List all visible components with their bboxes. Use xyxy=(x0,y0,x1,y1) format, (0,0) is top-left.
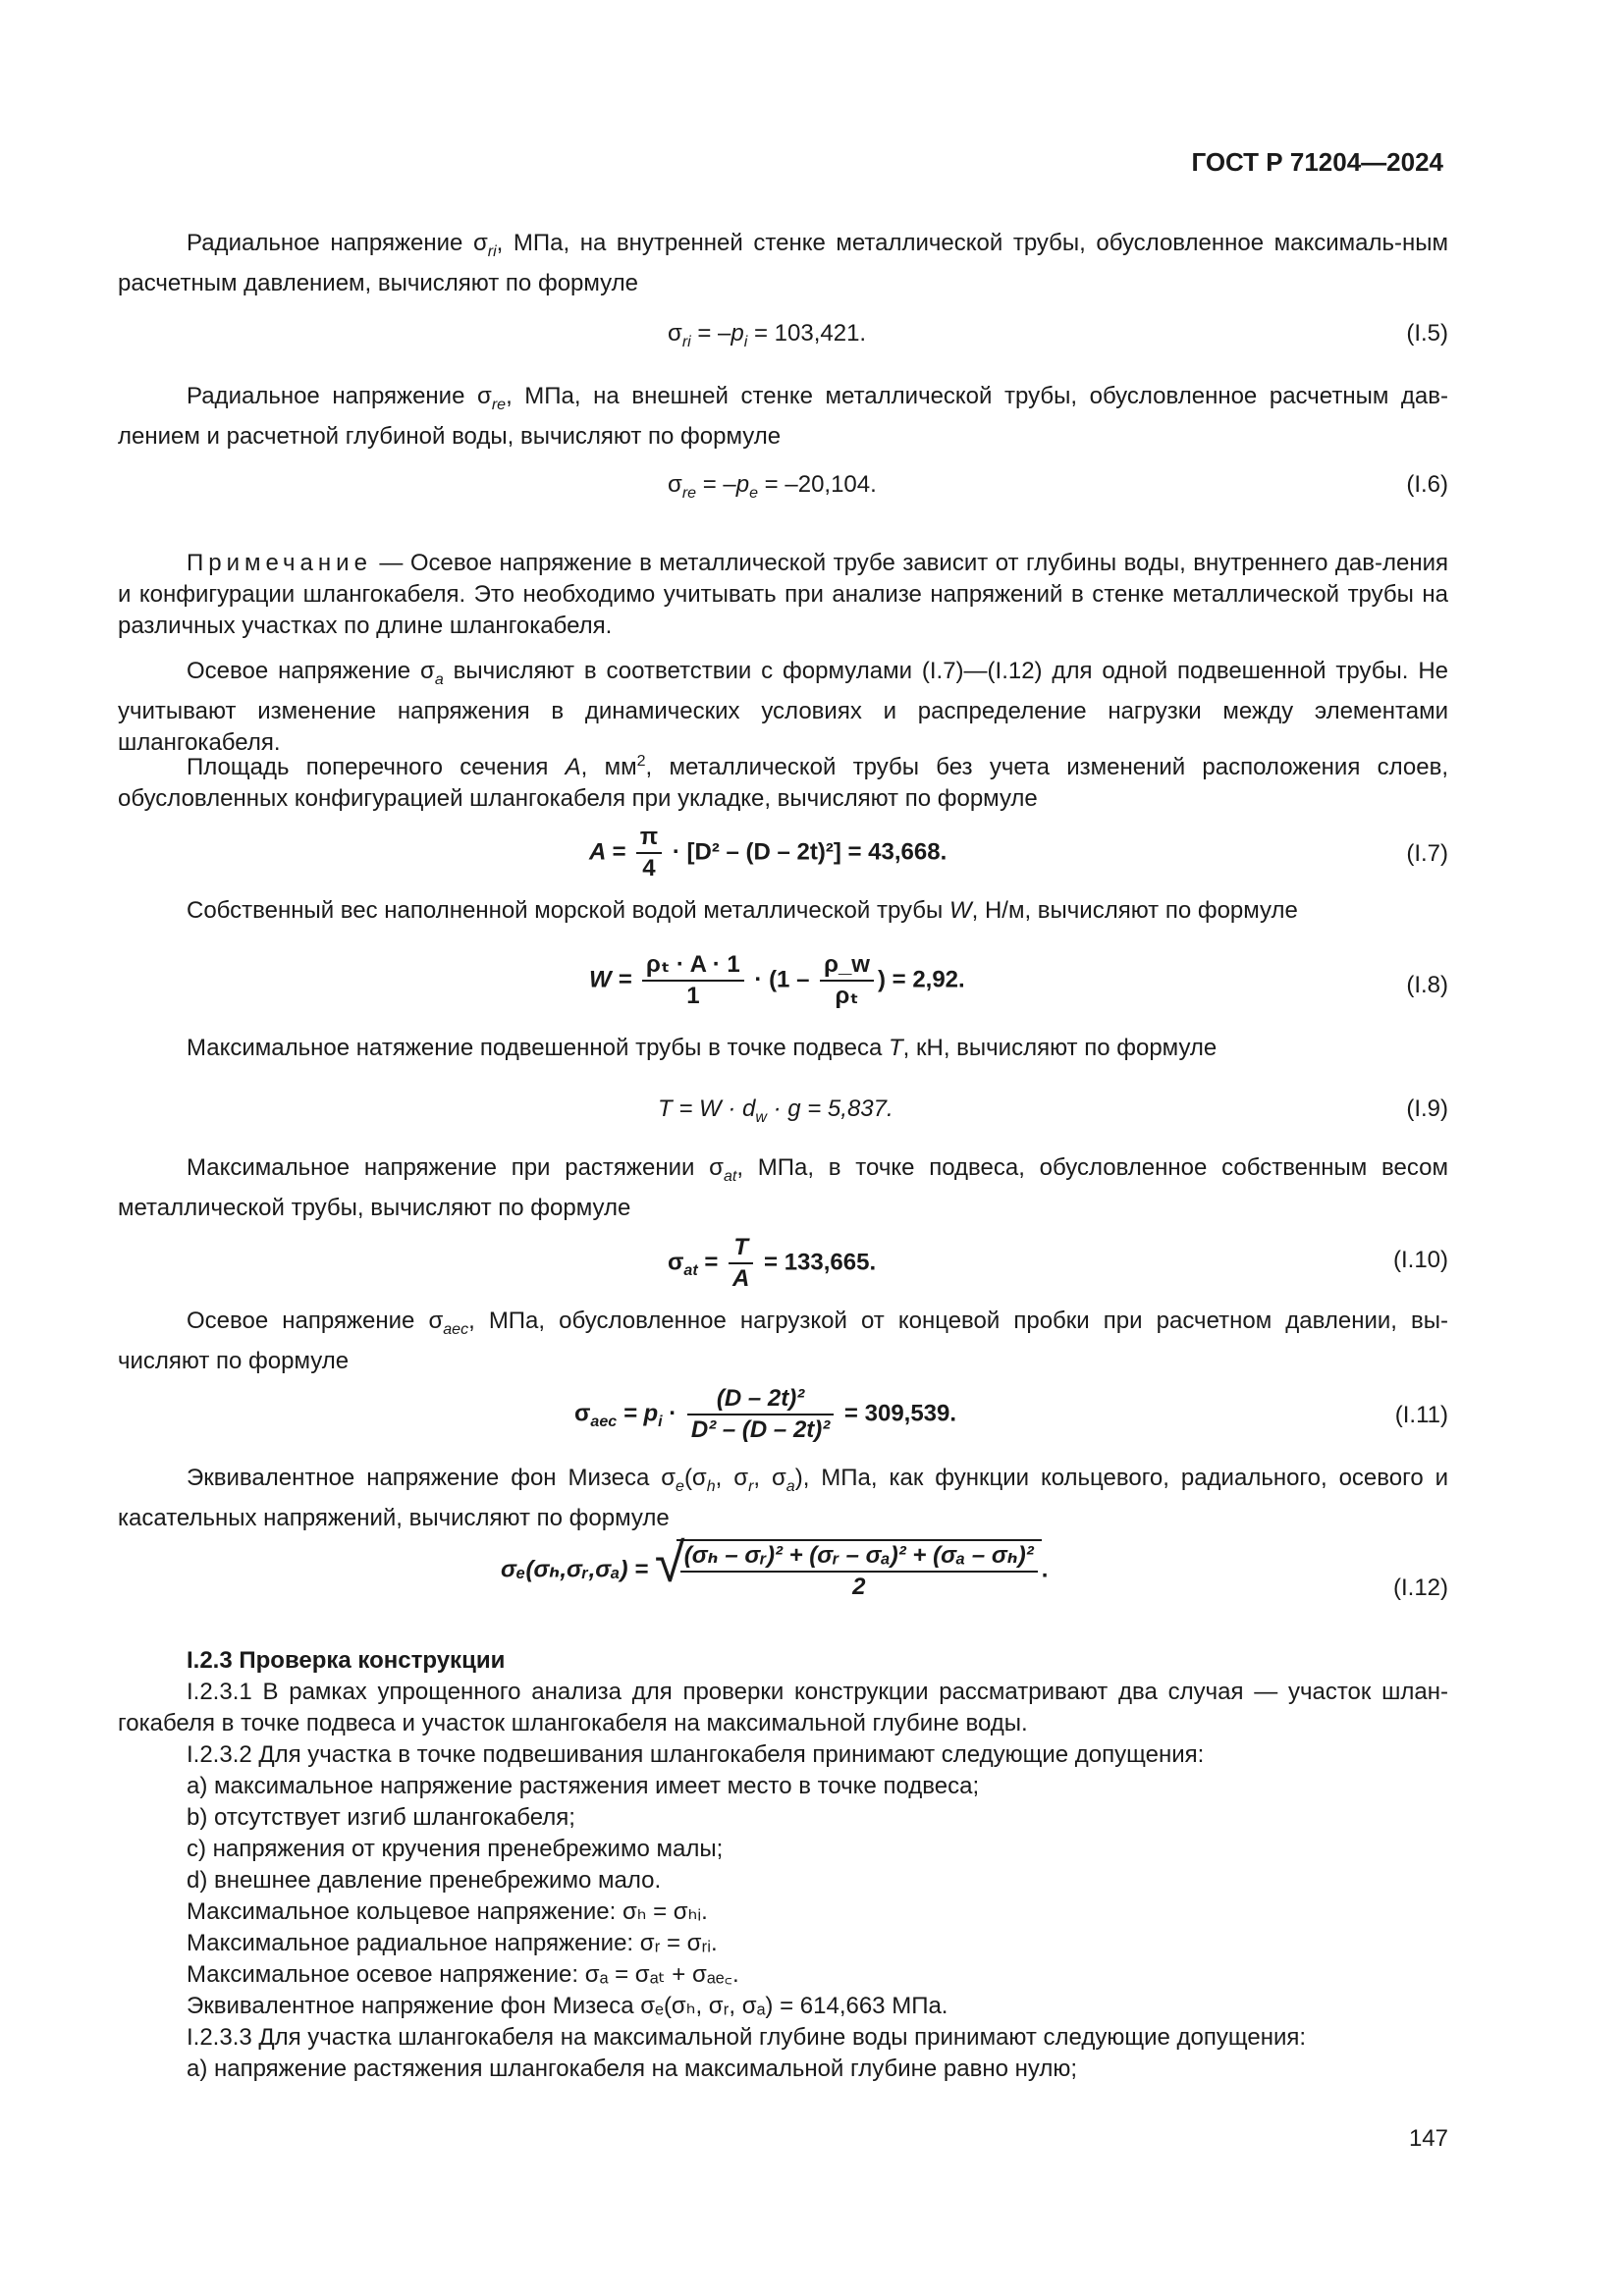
formula-i10: $\sigma_{at}$ = $\frac{T}{A}$ = 133,665. xyxy=(668,1234,877,1292)
equation-number: (I.7) xyxy=(1406,840,1448,867)
paragraph-tension: Максимальное натяжение подвешенной трубы в точке подвеса T, кН, вычисляют по формуле xyxy=(187,1035,1218,1061)
paragraph-radial-outer: Радиальное напряжение $\sigma_{re}$, МПа, на внешней стенке металлической трубы, обусловленное расчетным дав-лением и расчетной глубиной воды, вычисляют по формуле xyxy=(118,383,1448,450)
equation-number: (I.10) xyxy=(1392,1247,1448,1273)
paragraph-weight: Собственный вес наполненной морской водой металлической трубы W, Н/м, вычисляют по формуле xyxy=(187,897,1298,924)
equation-number: (I.11) xyxy=(1394,1402,1448,1428)
formula-i12: σₑ(σₕ,σᵣ,σₐ) = √ $\frac{\text{(σₕ – σᵣ)² + (σᵣ – σₐ)² + (σₐ – σₕ)²}}{2}$ . xyxy=(501,1531,1049,1600)
formula-i9: $T = W \cdot d_w \cdot g = 5,837$. xyxy=(658,1095,893,1126)
equation-number: (I.12) xyxy=(1392,1575,1448,1601)
formula-i11: $\sigma_{aec} = p_i$ · $\frac{\text{(D – 2t)²}}{\text{D² – (D – 2t)²}}$ = 309,539. xyxy=(574,1385,957,1443)
equation-number: (I.8) xyxy=(1406,972,1448,998)
standard-header: ГОСТ Р 71204—2024 xyxy=(1191,147,1443,177)
page-number: 147 xyxy=(1408,2125,1448,2152)
formula-i8: W = $\frac{\text{ρₜ · A · 1}}{1}$ · (1 – $\frac{\rho\_w}{\text{ρₜ}}$ ) = 2,92. xyxy=(589,951,965,1009)
paragraph-von-mises: Эквивалентное напряжение фон Мизеса $\sigma_e(\sigma_h$, $\sigma_r$, $\sigma_a$), МПа, как функции кольцевого, радиального, осевого и касательных напряжений, вычисляют по формуле xyxy=(118,1465,1449,1531)
note-paragraph: Примечание — Осевое напряжение в металлической трубе зависит от глубины воды, внутреннего дав-ления и конфигурации шлангокабеля. Это необходимо учитывать при анализе напряжений в стенке металлической трубы на различных участках по длине шлангокабеля. xyxy=(118,550,1448,639)
von-mises-result-line: Эквивалентное напряжение фон Мизеса σₑ(σₕ, σᵣ, σₐ) = 614,663 МПа. xyxy=(187,1993,948,2019)
equation-number: (I.5) xyxy=(1406,320,1448,347)
list-item-a-depth: a) напряжение растяжения шлангокабеля на максимальной глубине равно нулю; xyxy=(187,2056,1078,2082)
section-line-3: I.2.3.3 Для участка шлангокабеля на максимальной глубине воды принимают следующие допущения: xyxy=(187,2024,1307,2051)
paragraph-end-cap-stress: Осевое напряжение $\sigma_{aec}$, МПа, обусловленное нагрузкой от концевой пробки при расчетном давлении, вы-числяют по формуле xyxy=(118,1308,1449,1374)
paragraph-tensile-stress: Максимальное напряжение при растяжении $\sigma_{at}$, МПа, в точке подвеса, обусловленное собственным весом металлической трубы, вычисляют по формуле xyxy=(118,1154,1448,1221)
equation-number: (I.9) xyxy=(1406,1095,1448,1122)
section-heading: I.2.3 Проверка конструкции xyxy=(187,1647,506,1674)
list-item-a: a) максимальное напряжение растяжения имеет место в точке подвеса; xyxy=(187,1773,980,1799)
list-item-c: c) напряжения от кручения пренебрежимо малы; xyxy=(187,1836,724,1862)
formula-i5: $\sigma_{ri} = -p_i = 103,421$. xyxy=(668,320,867,350)
section-line-2: I.2.3.2 Для участка в точке подвешивания шлангокабеля принимают следующие допущения: xyxy=(187,1741,1205,1768)
radial-stress-line: Максимальное радиальное напряжение: σᵣ = σᵣᵢ. xyxy=(187,1930,718,1956)
formula-i7: A = $\frac{\pi}{4}$ · [D² – (D – 2t)²] = 43,668. xyxy=(589,824,947,881)
formula-i6: $\sigma_{re} = -p_e = -20,104$. xyxy=(668,471,877,502)
section-line-1: I.2.3.1 В рамках упрощенного анализа для проверки конструкции рассматривают два случая — участок шлан-гокабеля в точке подвеса и участок шлангокабеля на максимальной глубине воды. xyxy=(118,1679,1448,1736)
paragraph-area: Площадь поперечного сечения A, $мм^2$, металлической трубы без учета изменений расположения слоев, обусловленных конфигурацией шлангокабеля при укладке, вычисляют по формуле xyxy=(118,753,1448,812)
list-item-d: d) внешнее давление пренебрежимо мало. xyxy=(187,1867,662,1894)
axial-stress-line: Максимальное осевое напряжение: σₐ = σₐₜ + σₐₑ꜀. xyxy=(187,1961,739,1988)
paragraph-radial-inner: Радиальное напряжение $\sigma_{ri}$, МПа, на внутренней стенке металлической трубы, обусловленное максималь-ным расчетным давлением, вычисляют по формуле xyxy=(118,230,1448,296)
equation-number: (I.6) xyxy=(1406,471,1448,498)
paragraph-axial: Осевое напряжение $\sigma_a$ вычисляют в соответствии с формулами (I.7)—(I.12) для одной подвешенной трубы. Не учитывают изменение напряжения в динамических условиях и распределение нагрузки между элементами шлангокабеля. xyxy=(118,658,1448,756)
hoop-stress-line: Максимальное кольцевое напряжение: σₕ = σₕᵢ. xyxy=(187,1898,708,1925)
list-item-b: b) отсутствует изгиб шлангокабеля; xyxy=(187,1804,575,1831)
